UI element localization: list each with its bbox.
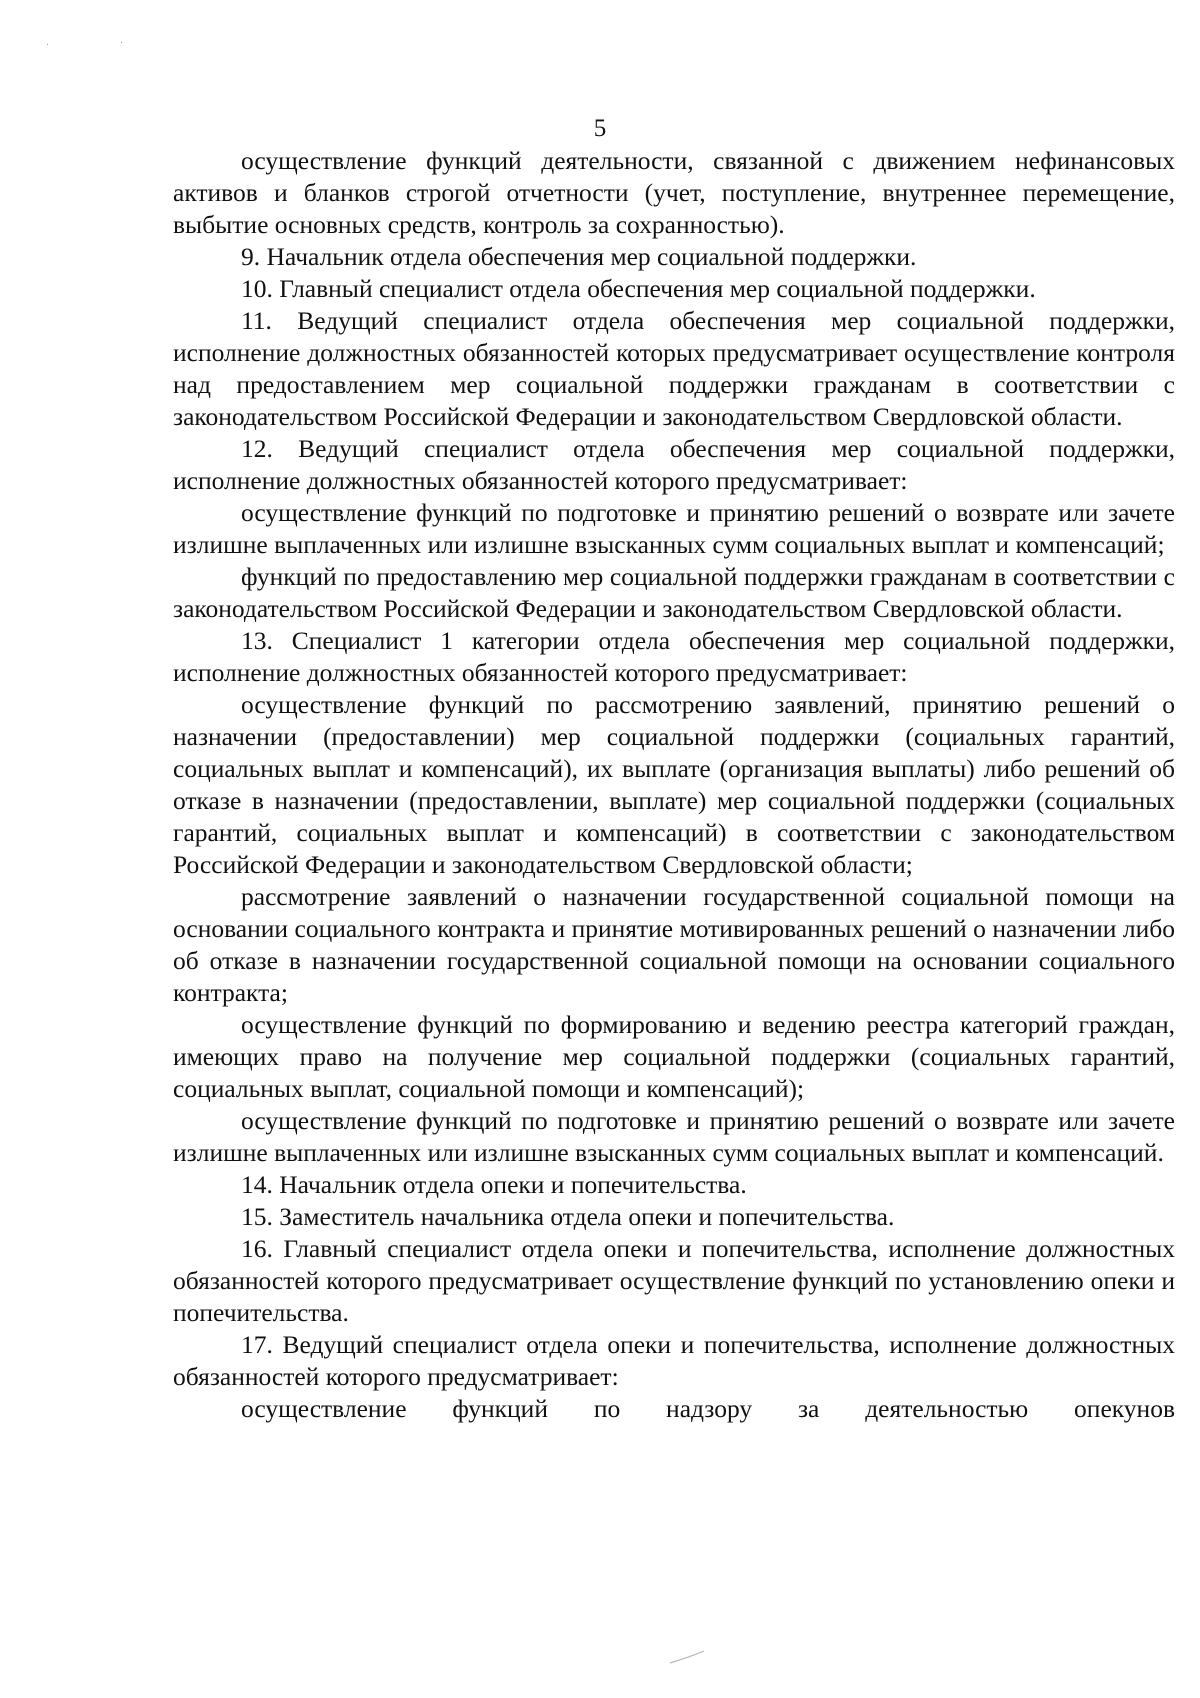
paragraph: осуществление функций по подготовке и принятию решений о возврате или зачете излишне выплаченных или излишне взысканных сумм социальных выплат и компенсаций. bbox=[173, 1106, 1175, 1167]
list-item: 15. Заместитель начальника отдела опеки и попечительства. bbox=[241, 1202, 895, 1231]
list-item: 12. Ведущий специалист отдела обеспечения мер социальной поддержки, исполнение должностных обязанностей которого предусматривает: bbox=[173, 434, 1175, 495]
paragraph: осуществление функций по рассмотрению заявлений, принятию решений о назначении (предоставлении) мер социальной поддержки (социальных гарантий, социальных выплат и компенсаций), их выплате (организация выплаты) либо решений об отказе в назначении (предоставлении, выплате) мер социальной поддержки (социальных гарантий, социальных выплат и компенсаций) в соответствии с законодательством Российской Федерации и законодательством Свердловской области; bbox=[173, 690, 1175, 879]
paragraph: рассмотрение заявлений о назначении государственной социальной помощи на основании социального контракта и принятие мотивированных решений о назначении либо об отказе в назначении государственной социальной помощи на основании социального контракта; bbox=[173, 882, 1175, 1007]
list-item: 13. Специалист 1 категории отдела обеспечения мер социальной поддержки, исполнение должностных обязанностей которого предусматривает: bbox=[173, 626, 1175, 687]
scan-artifact: · bbox=[46, 40, 50, 51]
paragraph: функций по предоставлению мер социальной поддержки гражданам в соответствии с законодательством Российской Федерации и законодательством Свердловской области. bbox=[173, 562, 1175, 623]
list-item: 11. Ведущий специалист отдела обеспечения мер социальной поддержки, исполнение должностных обязанностей которых предусматривает осуществление контроля над предоставлением мер социальной поддержки гражданам в соответствии с законодательством Российской Федерации и законодательством Свердловской области. bbox=[173, 306, 1175, 431]
pen-mark bbox=[668, 1648, 708, 1666]
paragraph: осуществление функций деятельности, связанной с движением нефинансовых активов и бланков строгой отчетности (учет, поступление, внутреннее перемещение, выбытие основных средств, контроль за сохранностью). bbox=[173, 146, 1175, 239]
scan-artifact: · bbox=[120, 38, 124, 49]
paragraph: осуществление функций по надзору за деятельностью опекунов bbox=[241, 1394, 1175, 1423]
paragraph: осуществление функций по формированию и ведению реестра категорий граждан, имеющих право на получение мер социальной поддержки (социальных гарантий, социальных выплат, социальной помощи и компенсаций); bbox=[173, 1010, 1175, 1103]
page-number: 5 bbox=[593, 115, 607, 142]
list-item: 10. Главный специалист отдела обеспечения мер социальной поддержки. bbox=[241, 274, 1036, 303]
document-body bbox=[173, 145, 1175, 1425]
list-item: 14. Начальник отдела опеки и попечительства. bbox=[241, 1170, 747, 1199]
paragraph: осуществление функций по подготовке и принятию решений о возврате или зачете излишне выплаченных или излишне взысканных сумм социальных выплат и компенсаций; bbox=[173, 498, 1175, 559]
list-item: 9. Начальник отдела обеспечения мер социальной поддержки. bbox=[241, 242, 917, 271]
list-item: 17. Ведущий специалист отдела опеки и попечительства, исполнение должностных обязанностей которого предусматривает: bbox=[173, 1330, 1175, 1391]
list-item: 16. Главный специалист отдела опеки и попечительства, исполнение должностных обязанностей которого предусматривает осуществление функций по установлению опеки и попечительства. bbox=[173, 1234, 1175, 1327]
